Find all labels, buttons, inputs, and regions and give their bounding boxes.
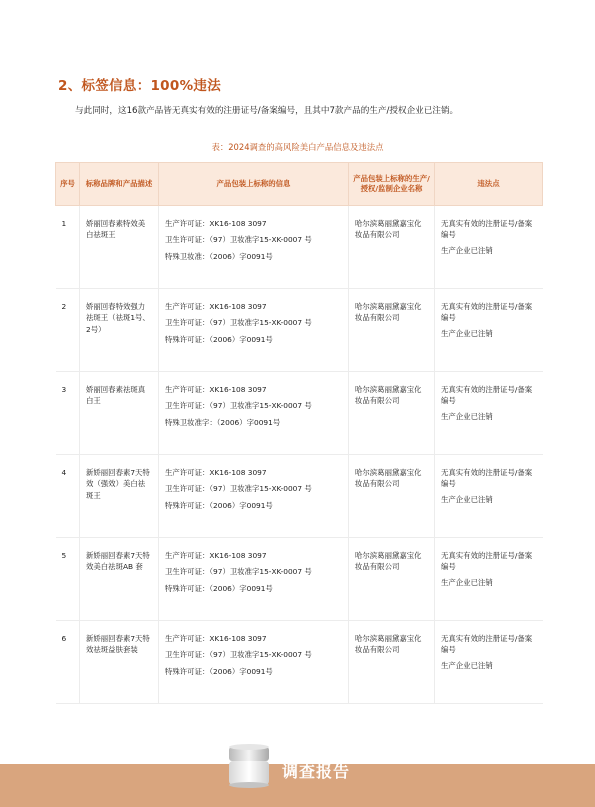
row-license-info xyxy=(159,455,349,538)
footer-title-line2: 调查报告 xyxy=(282,761,351,781)
cream-jar-icon xyxy=(224,743,274,789)
footer-title-line1: 美白化妆品 xyxy=(282,743,368,762)
row-violation xyxy=(435,372,543,455)
special-license: 特殊许可证：（2006）字0091号 xyxy=(165,583,273,593)
table-body xyxy=(56,206,543,704)
production-license: 生产许可证：XK16-108 3097 xyxy=(165,634,267,643)
health-license: 卫生许可证：（97）卫妆准字15-XK-0007 号 xyxy=(165,567,312,577)
row-brand: 娇丽回春特效强力祛斑王（祛斑1号、2号） xyxy=(80,289,159,372)
health-license: 卫生许可证：（97）卫妆准字15-XK-0007 号 xyxy=(165,484,312,494)
row-company: 哈尔滨葛丽黛嘉宝化妆品有限公司 xyxy=(349,372,435,455)
row-violation xyxy=(435,289,543,372)
violation-company: 生产企业已注销 xyxy=(441,411,493,421)
row-company: 哈尔滨葛丽黛嘉宝化妆品有限公司 xyxy=(349,455,435,538)
violation-company: 生产企业已注销 xyxy=(441,660,493,670)
special-license: 特殊许可证：（2006）字0091号 xyxy=(165,666,273,676)
row-company: 哈尔滨葛丽黛嘉宝化妆品有限公司 xyxy=(349,538,435,621)
special-license: 特殊许可证：（2006）字0091号 xyxy=(165,500,273,510)
header-violation: 违法点 xyxy=(435,163,543,206)
row-license-info xyxy=(159,206,349,289)
row-violation xyxy=(435,621,543,704)
violation-registration: 无真实有效的注册证号/备案编号 xyxy=(441,219,533,240)
health-license: 卫生许可证：（97）卫妆准字15-XK-0007 号 xyxy=(165,650,312,660)
violation-company: 生产企业已注销 xyxy=(441,245,493,255)
row-violation xyxy=(435,455,543,538)
table-row xyxy=(56,372,543,455)
row-license-info xyxy=(159,372,349,455)
row-brand: 新娇丽回春素7天特效祛斑益肤套装 xyxy=(80,621,159,704)
violation-registration: 无真实有效的注册证号/备案编号 xyxy=(441,302,533,323)
production-license: 生产许可证：XK16-108 3097 xyxy=(165,302,267,311)
health-license: 卫生许可证：（97）卫妆准字15-XK-0007 号 xyxy=(165,235,312,245)
violation-registration: 无真实有效的注册证号/备案编号 xyxy=(441,551,533,572)
header-company: 产品包装上标称的生产/授权/监制企业名称 xyxy=(349,163,435,206)
row-brand: 娇丽回春素特效美白祛斑王 xyxy=(80,206,159,289)
row-company: 哈尔滨葛丽黛嘉宝化妆品有限公司 xyxy=(349,289,435,372)
production-license: 生产许可证：XK16-108 3097 xyxy=(165,551,267,560)
violation-company: 生产企业已注销 xyxy=(441,328,493,338)
row-company: 哈尔滨葛丽黛嘉宝化妆品有限公司 xyxy=(349,206,435,289)
violation-company: 生产企业已注销 xyxy=(441,494,493,504)
section-title: 2、标签信息：100%违法 xyxy=(58,78,221,94)
table-row xyxy=(56,538,543,621)
health-license: 卫生许可证：（97）卫妆准字15-XK-0007 号 xyxy=(165,318,312,328)
row-number: 6 xyxy=(56,621,80,704)
row-license-info xyxy=(159,538,349,621)
row-number: 5 xyxy=(56,538,80,621)
row-number: 2 xyxy=(56,289,80,372)
table-header-row xyxy=(56,163,543,206)
violations-table xyxy=(55,162,543,704)
health-license: 卫生许可证：（97）卫妆准字15-XK-0007 号 xyxy=(165,401,312,411)
footer-title xyxy=(282,744,367,782)
row-company: 哈尔滨葛丽黛嘉宝化妆品有限公司 xyxy=(349,621,435,704)
row-number: 1 xyxy=(56,206,80,289)
production-license: 生产许可证：XK16-108 3097 xyxy=(165,468,267,477)
special-license: 特殊卫妆准字：（2006）字0091号 xyxy=(165,417,281,427)
violation-registration: 无真实有效的注册证号/备案编号 xyxy=(441,385,533,406)
violation-company: 生产企业已注销 xyxy=(441,577,493,587)
special-license: 特殊卫妆准：（2006）字0091号 xyxy=(165,251,273,261)
table-caption: 表：2024调查的高风险美白产品信息及违法点 xyxy=(211,142,384,152)
row-brand: 新娇丽回春素7天特效（强效）美白祛斑王 xyxy=(80,455,159,538)
row-brand: 娇丽回春素祛斑真白王 xyxy=(80,372,159,455)
special-license: 特殊许可证：（2006）字0091号 xyxy=(165,334,273,344)
table-row xyxy=(56,621,543,704)
row-violation xyxy=(435,538,543,621)
header-no: 序号 xyxy=(56,163,80,206)
header-brand: 标称品牌和产品描述 xyxy=(80,163,159,206)
violation-registration: 无真实有效的注册证号/备案编号 xyxy=(441,634,533,655)
row-license-info xyxy=(159,289,349,372)
production-license: 生产许可证：XK16-108 3097 xyxy=(165,219,267,228)
header-license: 产品包装上标称的信息 xyxy=(159,163,349,206)
violation-registration: 无真实有效的注册证号/备案编号 xyxy=(441,468,533,489)
table-row xyxy=(56,289,543,372)
row-brand: 新娇丽回春素7天特效美白祛斑AB 套 xyxy=(80,538,159,621)
row-violation xyxy=(435,206,543,289)
row-license-info xyxy=(159,621,349,704)
row-number: 4 xyxy=(56,455,80,538)
intro-paragraph: 与此同时，这16款产品皆无真实有效的注册证号/备案编号，且其中7款产品的生产/授权企业已注销。 xyxy=(75,106,459,116)
table-row xyxy=(56,206,543,289)
table-row xyxy=(56,455,543,538)
row-number: 3 xyxy=(56,372,80,455)
production-license: 生产许可证：XK16-108 3097 xyxy=(165,385,267,394)
